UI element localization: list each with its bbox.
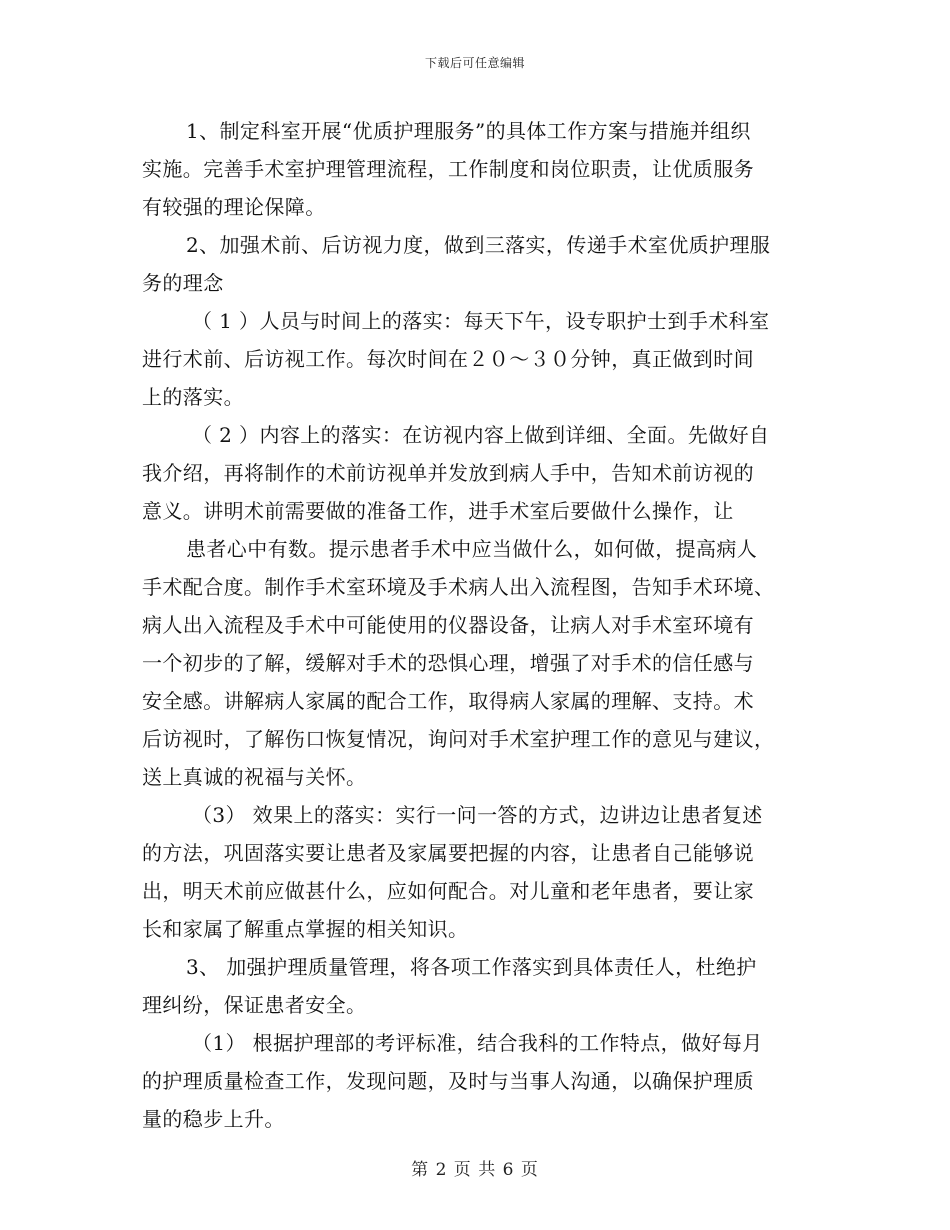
text-line: 送上真诚的祝福与关怀。	[142, 765, 367, 789]
text-line: 我介绍，再将制作的术前访视单并发放到病人手中，告知术前访视的	[142, 461, 754, 485]
document-body	[142, 112, 812, 1138]
text-line: 的护理质量检查工作，发现问题，及时与当事人沟通，以确保护理质	[142, 1069, 754, 1093]
page-header: 下载后可任意编辑	[424, 56, 525, 70]
text-line: 出，明天术前应做甚什么，应如何配合。对儿童和老年患者，要让家	[142, 879, 754, 903]
text-line: 量的稳步上升。	[142, 1107, 285, 1131]
text-line: 实施。完善手术室护理管理流程，工作制度和岗位职责，让优质服务	[142, 157, 754, 181]
text-line: 一个初步的了解，缓解对手术的恐惧心理，增强了对手术的信任感与	[142, 651, 754, 675]
text-line: 后访视时，了解伤口恢复情况，询问对手术室护理工作的意见与建议，	[142, 727, 775, 751]
text-line: 2、加强术前、后访视力度，做到三落实，传递手术室优质护理服	[186, 233, 771, 257]
text-line: 患者心中有数。提示患者手术中应当做什么，如何做，提高病人	[186, 537, 758, 561]
text-line: 长和家属了解重点掌握的相关知识。	[142, 917, 469, 941]
text-line: （ 2 ）内容上的落实：在访视内容上做到详细、全面。先做好自	[192, 423, 770, 447]
text-line: 理纠纷，保证患者安全。	[142, 993, 367, 1017]
text-line: 意义。讲明术前需要做的准备工作，进手术室后要做什么操作，让	[142, 499, 734, 523]
text-line: 手术配合度。制作手术室环境及手术病人出入流程图，告知手术环境、	[142, 575, 775, 599]
text-line: 上的落实。	[142, 385, 244, 409]
text-line: 的方法，巩固落实要让患者及家属要把握的内容，让患者自己能够说	[142, 841, 754, 865]
text-line: 病人出入流程及手术中可能使用的仪器设备，让病人对手术室环境有	[142, 613, 754, 637]
text-line: 3、 加强护理质量管理，将各项工作落实到具体责任人，杜绝护	[186, 955, 757, 979]
text-line: （3） 效果上的落实：实行一问一答的方式，边讲边让患者复述	[192, 803, 763, 827]
text-line: 进行术前、后访视工作。每次时间在２０～３０分钟，真正做到时间	[142, 347, 754, 371]
text-line: 1、制定科室开展“优质护理服务”的具体工作方案与措施并组织	[186, 119, 751, 143]
text-line: 有较强的理论保障。	[142, 195, 326, 219]
text-line: （ 1 ）人员与时间上的落实：每天下午，设专职护士到手术科室	[192, 309, 770, 333]
text-line: 安全感。讲解病人家属的配合工作，取得病人家属的理解、支持。术	[142, 689, 754, 713]
text-line: （1） 根据护理部的考评标准，结合我科的工作特点，做好每月	[192, 1031, 763, 1055]
text-line: 务的理念	[142, 271, 224, 295]
page-footer: 第 2 页 共 6 页	[411, 1160, 539, 1180]
